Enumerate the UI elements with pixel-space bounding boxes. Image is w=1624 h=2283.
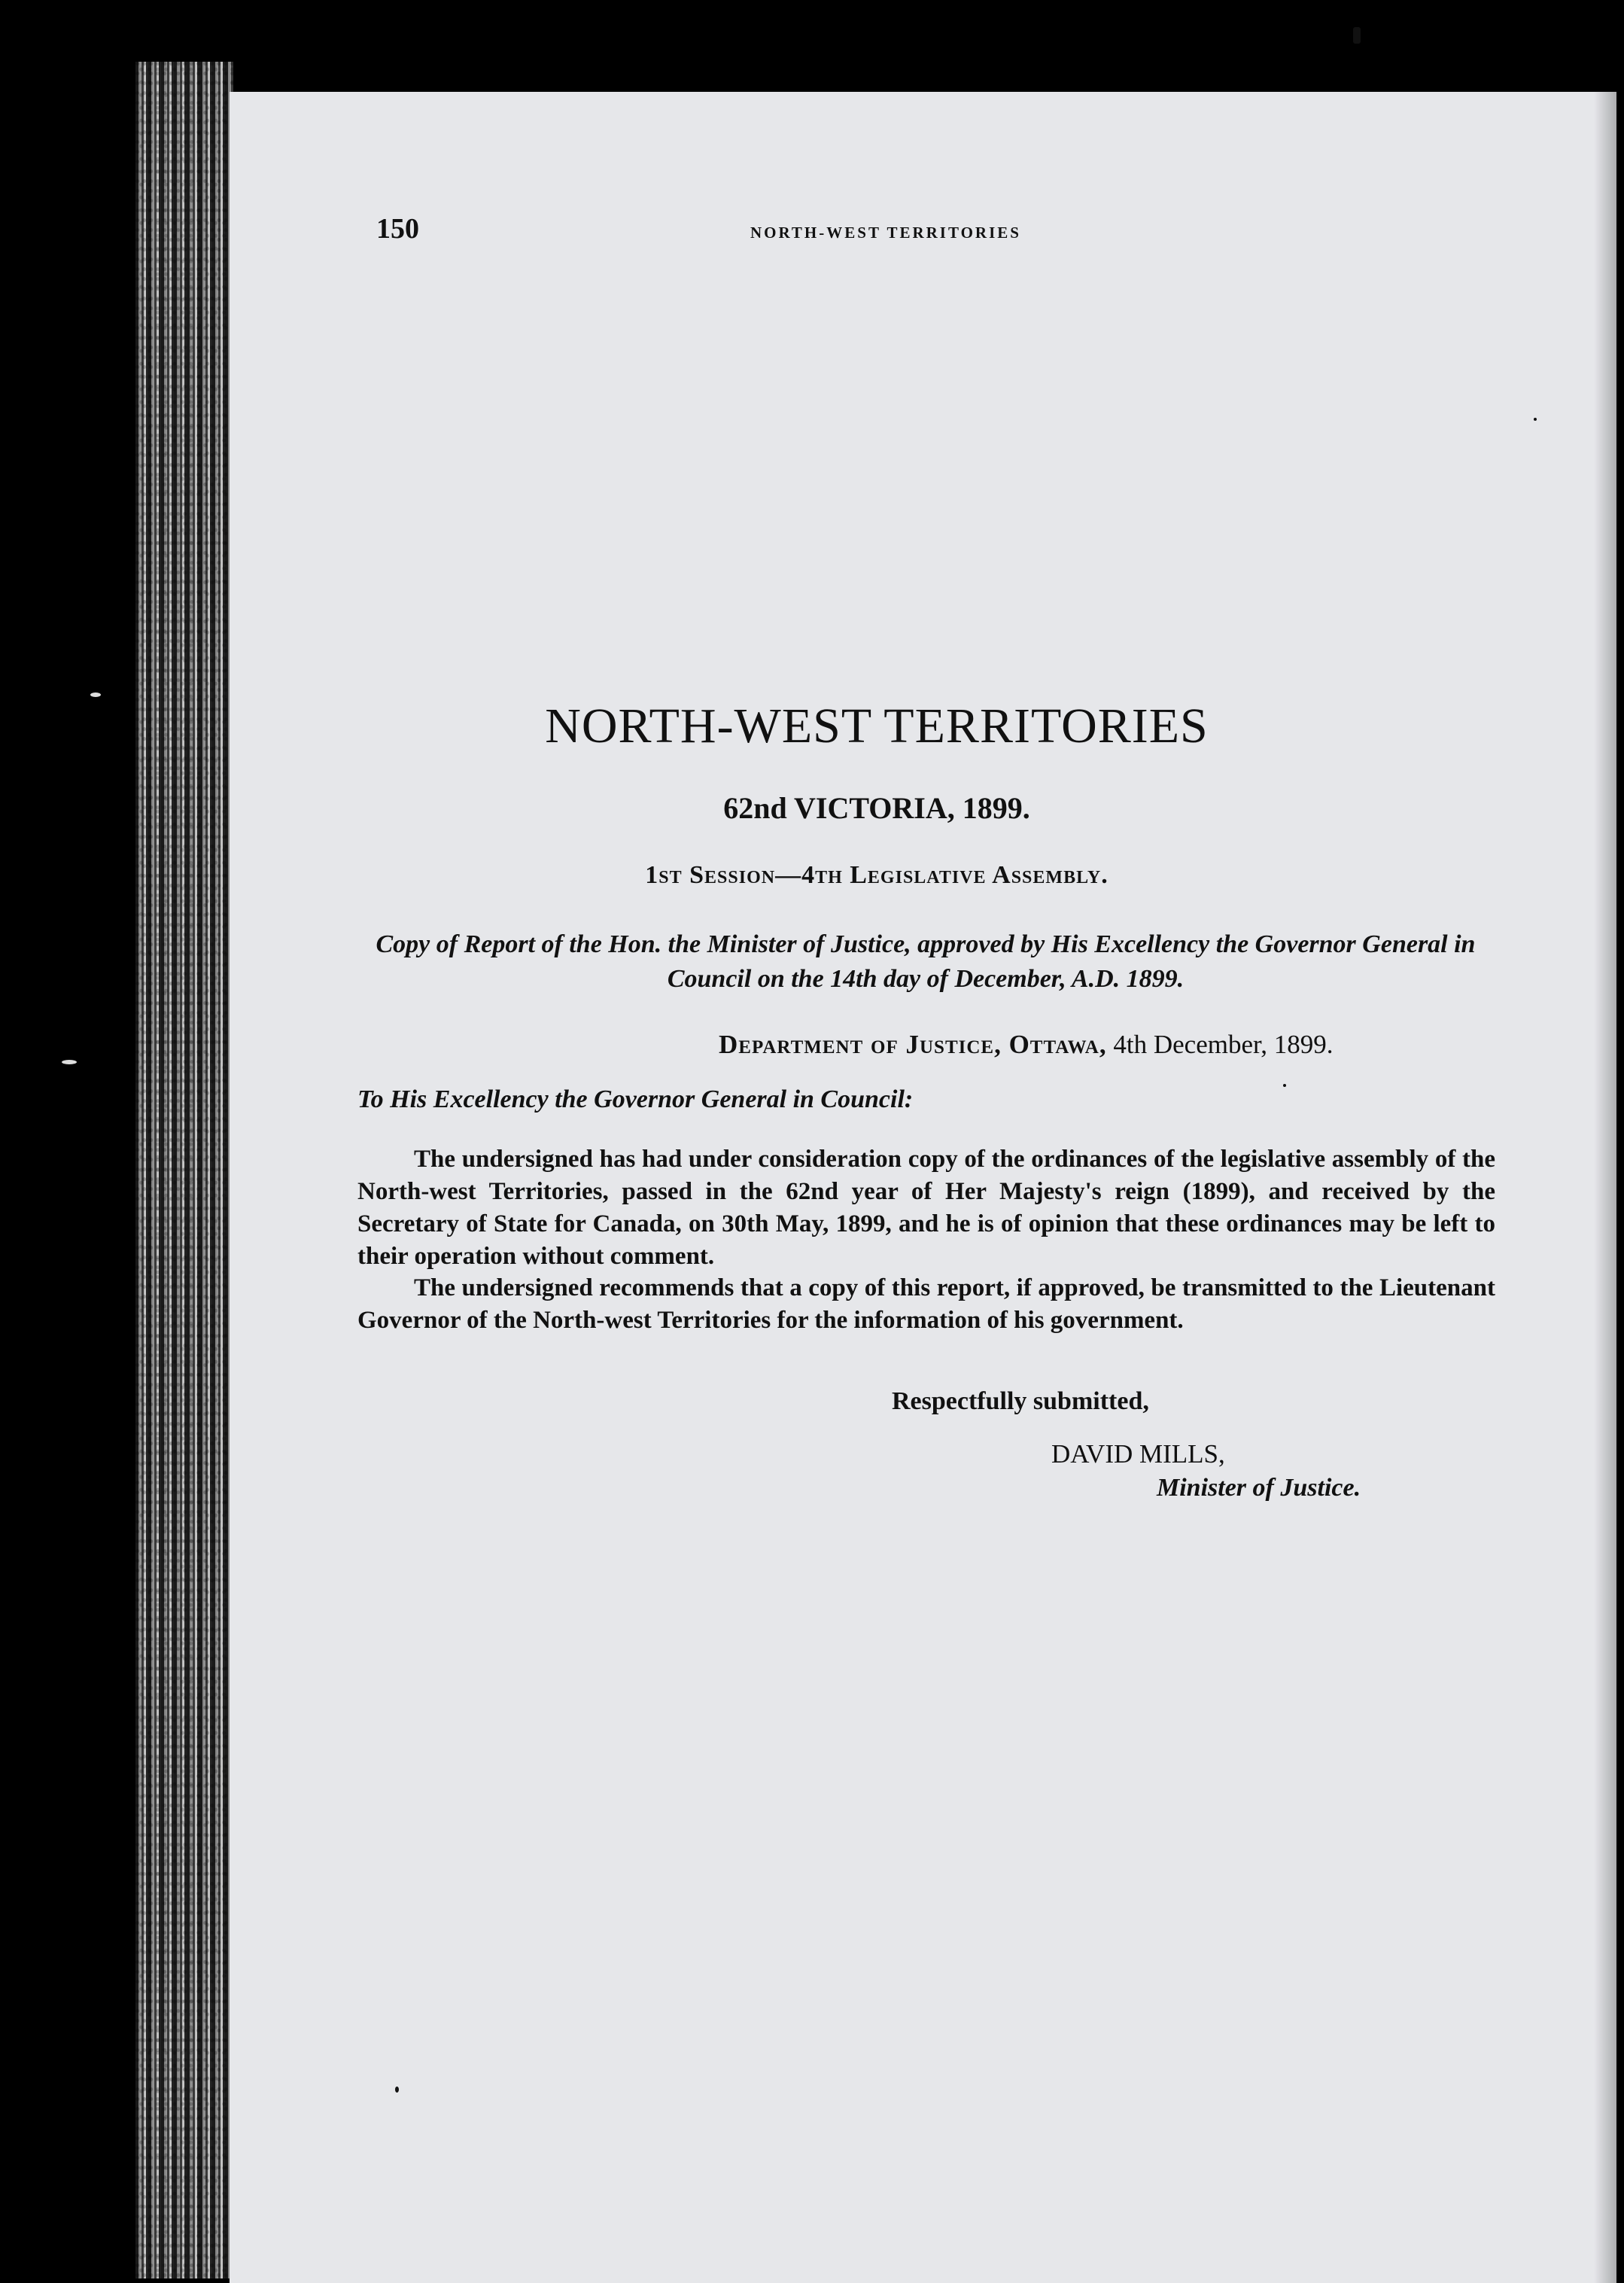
dateline-date: 4th December, 1899.	[1113, 1030, 1334, 1059]
ink-speck	[62, 1060, 77, 1064]
body-paragraph: The undersigned recommends that a copy of this report, if approved, be transmitted to the Lieutenant Governor of the North-west Territories for the information of his government.	[357, 1274, 1495, 1334]
closing-line: Respectfully submitted,	[892, 1387, 1149, 1415]
page-edges	[135, 62, 233, 2278]
ink-speck	[1283, 1084, 1286, 1087]
dateline	[719, 1030, 1334, 1060]
running-head: NORTH-WEST TERRITORIES	[750, 224, 1021, 242]
ink-speck	[395, 2087, 399, 2093]
ink-speck	[1534, 418, 1537, 421]
signatory-name: DAVID MILLS,	[1051, 1439, 1225, 1469]
dateline-place: Department of Justice, Ottawa,	[719, 1030, 1107, 1059]
report-title: Copy of Report of the Hon. the Minister of Justice, approved by His Excellency the Governor General in Council on the 14th day of December, A.D. 1899.	[376, 930, 1476, 993]
document-page	[230, 92, 1616, 2283]
page-number: 150	[376, 213, 419, 245]
body-paragraph: The undersigned has had under consideration copy of the ordinances of the legislative assembly of the North-west Territories, passed in the 62nd year of Her Majesty's reign (1899), and received by the Secretary of State for Canada, on 30th May, 1899, and he is of opinion that these ordinances may be left to their operation without comment.	[357, 1146, 1495, 1270]
ink-speck	[90, 693, 101, 697]
document-subtitle: 62nd VICTORIA, 1899.	[723, 791, 1030, 825]
page-shadow	[1594, 92, 1616, 2283]
salutation: To His Excellency the Governor General in Council:	[357, 1085, 914, 1113]
ink-speck	[1353, 27, 1361, 44]
document-title: NORTH-WEST TERRITORIES	[545, 699, 1209, 753]
signatory-title: Minister of Justice.	[1157, 1474, 1361, 1502]
session-line: 1st Session—4th Legislative Assembly.	[645, 861, 1109, 889]
